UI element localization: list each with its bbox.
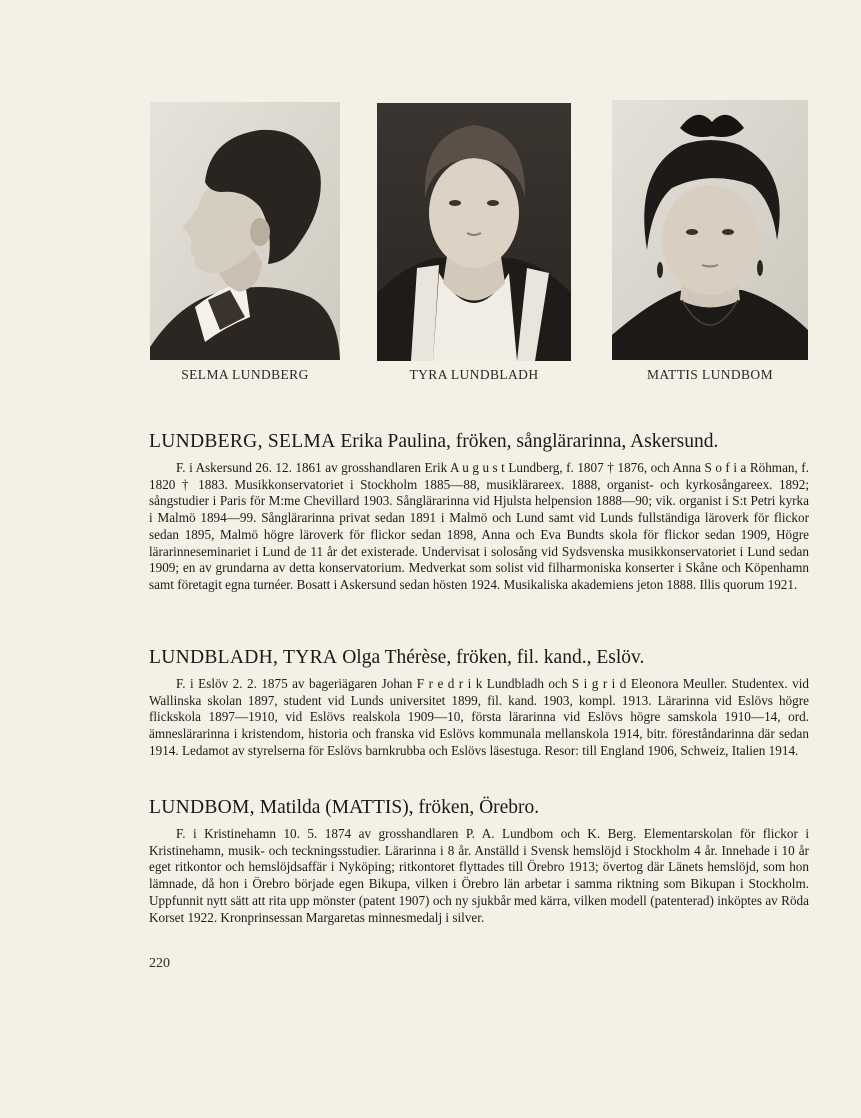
entry-heading-name: LUNDBLADH, TYRA xyxy=(149,647,338,668)
entry-heading-name: LUNDBERG, SELMA xyxy=(149,431,336,452)
portrait-image xyxy=(612,100,808,360)
portrait-image xyxy=(377,103,571,361)
entry-heading-details: Matilda (MATTIS), fröken, Örebro. xyxy=(254,797,540,818)
biography-entry-lundbladh xyxy=(149,646,809,760)
portrait-row xyxy=(150,100,810,395)
entry-heading-name: LUNDBOM, xyxy=(149,797,255,818)
entry-heading xyxy=(149,430,809,454)
portrait-image xyxy=(150,102,340,360)
biography-entry-lundberg xyxy=(149,430,809,594)
portrait-caption: TYRA LUNDBLADH xyxy=(409,367,539,382)
entry-body: F. i Kristinehamn 10. 5. 1874 av grosshandlaren P. A. Lundbom och K. Berg. Elementarskolan för flickor i Kristinehamn, musik- och teckningsstudier. Lärarinna i 8 år. Anställd i Svensk hemslöjd i Stockholm 4 år. Innehade i 10 år eget ritkontor och hemslöjdsaffär i Nyköping; ritkontoret flyttades till Örebro 1913; övertog där Länets hemslöjd, som hon lämnade, då hon i Örebro började egen Bikupa, vilken i Örebro län arbetar i samma riktning som Bikupan i Stockholm. Uppfunnit nytt sätt att rita upp mönster (patent 1907) och ny sjukbår med kärra, vilken modell (patenterad) inköptes av Röda Korset 1922. Kronprinsessan Margaretas minnesmedalj i silver. xyxy=(149,826,809,925)
portrait-photo xyxy=(377,103,571,361)
entry-heading xyxy=(149,796,809,820)
entry-heading-details: Olga Thérèse, fröken, fil. kand., Eslöv. xyxy=(337,647,645,668)
entry-heading xyxy=(149,646,809,670)
entry-body: F. i Askersund 26. 12. 1861 av grosshandlaren Erik A u g u s t Lundberg, f. 1807 † 1876, och Anna S o f i a Röhman, f. 1820 † 1883. Musikkonservatoriet i Stockholm 1885—88, musiklärareex. 1888, organist- och kyrkosångareex. 1892; sångstudier i Paris för M:me Chevillard 1903. Sånglärarinna vid Hjulsta helpension 1888—90; vik. organist i S:t Petri kyrka i Malmö 1894—99. Sånglärarinna privat sedan 1891 i Malmö och Lund samt vid Lunds fullständiga läroverk för flickor sedan 1895, Malmö högre läroverk för flickor sedan 1898, Anna och Eva Bundts skola för flickor sedan 1909, Högre lärarinneseminariet i Lund de 11 år det existerade. Undervisat i solosång vid Sydsvenska musikkonservatoriet i Lund sedan 1909; en av grundarna av detta konservatorium. Medverkat som solist vid filharmoniska konserter i Skåne och Köpenhamn samt företagit egna turnéer. Bosatt i Askersund sedan hösten 1924. Musikaliska akademiens jeton 1888. Illis quorum 1921. xyxy=(149,460,809,592)
portrait-photo xyxy=(150,102,340,360)
entry-heading-details: Erika Paulina, fröken, sånglärarinna, Askersund. xyxy=(335,431,719,452)
portrait-photo xyxy=(612,100,808,360)
page-number: 220 xyxy=(149,956,170,971)
portrait-caption: SELMA LUNDBERG xyxy=(181,367,309,382)
entry-body: F. i Eslöv 2. 2. 1875 av bageriägaren Johan F r e d r i k Lundbladh och S i g r i d Eleonora Meuller. Studentex. vid Wallinska skolan 1897, student vid Lunds universitet 1899, fil. kand. 1903, kompl. 1913. Lärarinna vid Eslövs högre flickskola 1897—1910, vid Eslövs realskola 1909—10, första lärarinna vid Eslövs högre samskola 1910—14, ord. ämneslärarinna i kristendom, historia och franska vid Eslövs kommunala mellanskola 1914, bitr. föreståndarinna där sedan 1914. Ledamot av styrelserna för Eslövs barnkrubba och Eslövs läsestuga. Resor: till England 1906, Schweiz, Italien 1914. xyxy=(149,676,809,758)
biography-entry-lundbom xyxy=(149,796,809,926)
portrait-caption: MATTIS LUNDBOM xyxy=(647,367,773,382)
